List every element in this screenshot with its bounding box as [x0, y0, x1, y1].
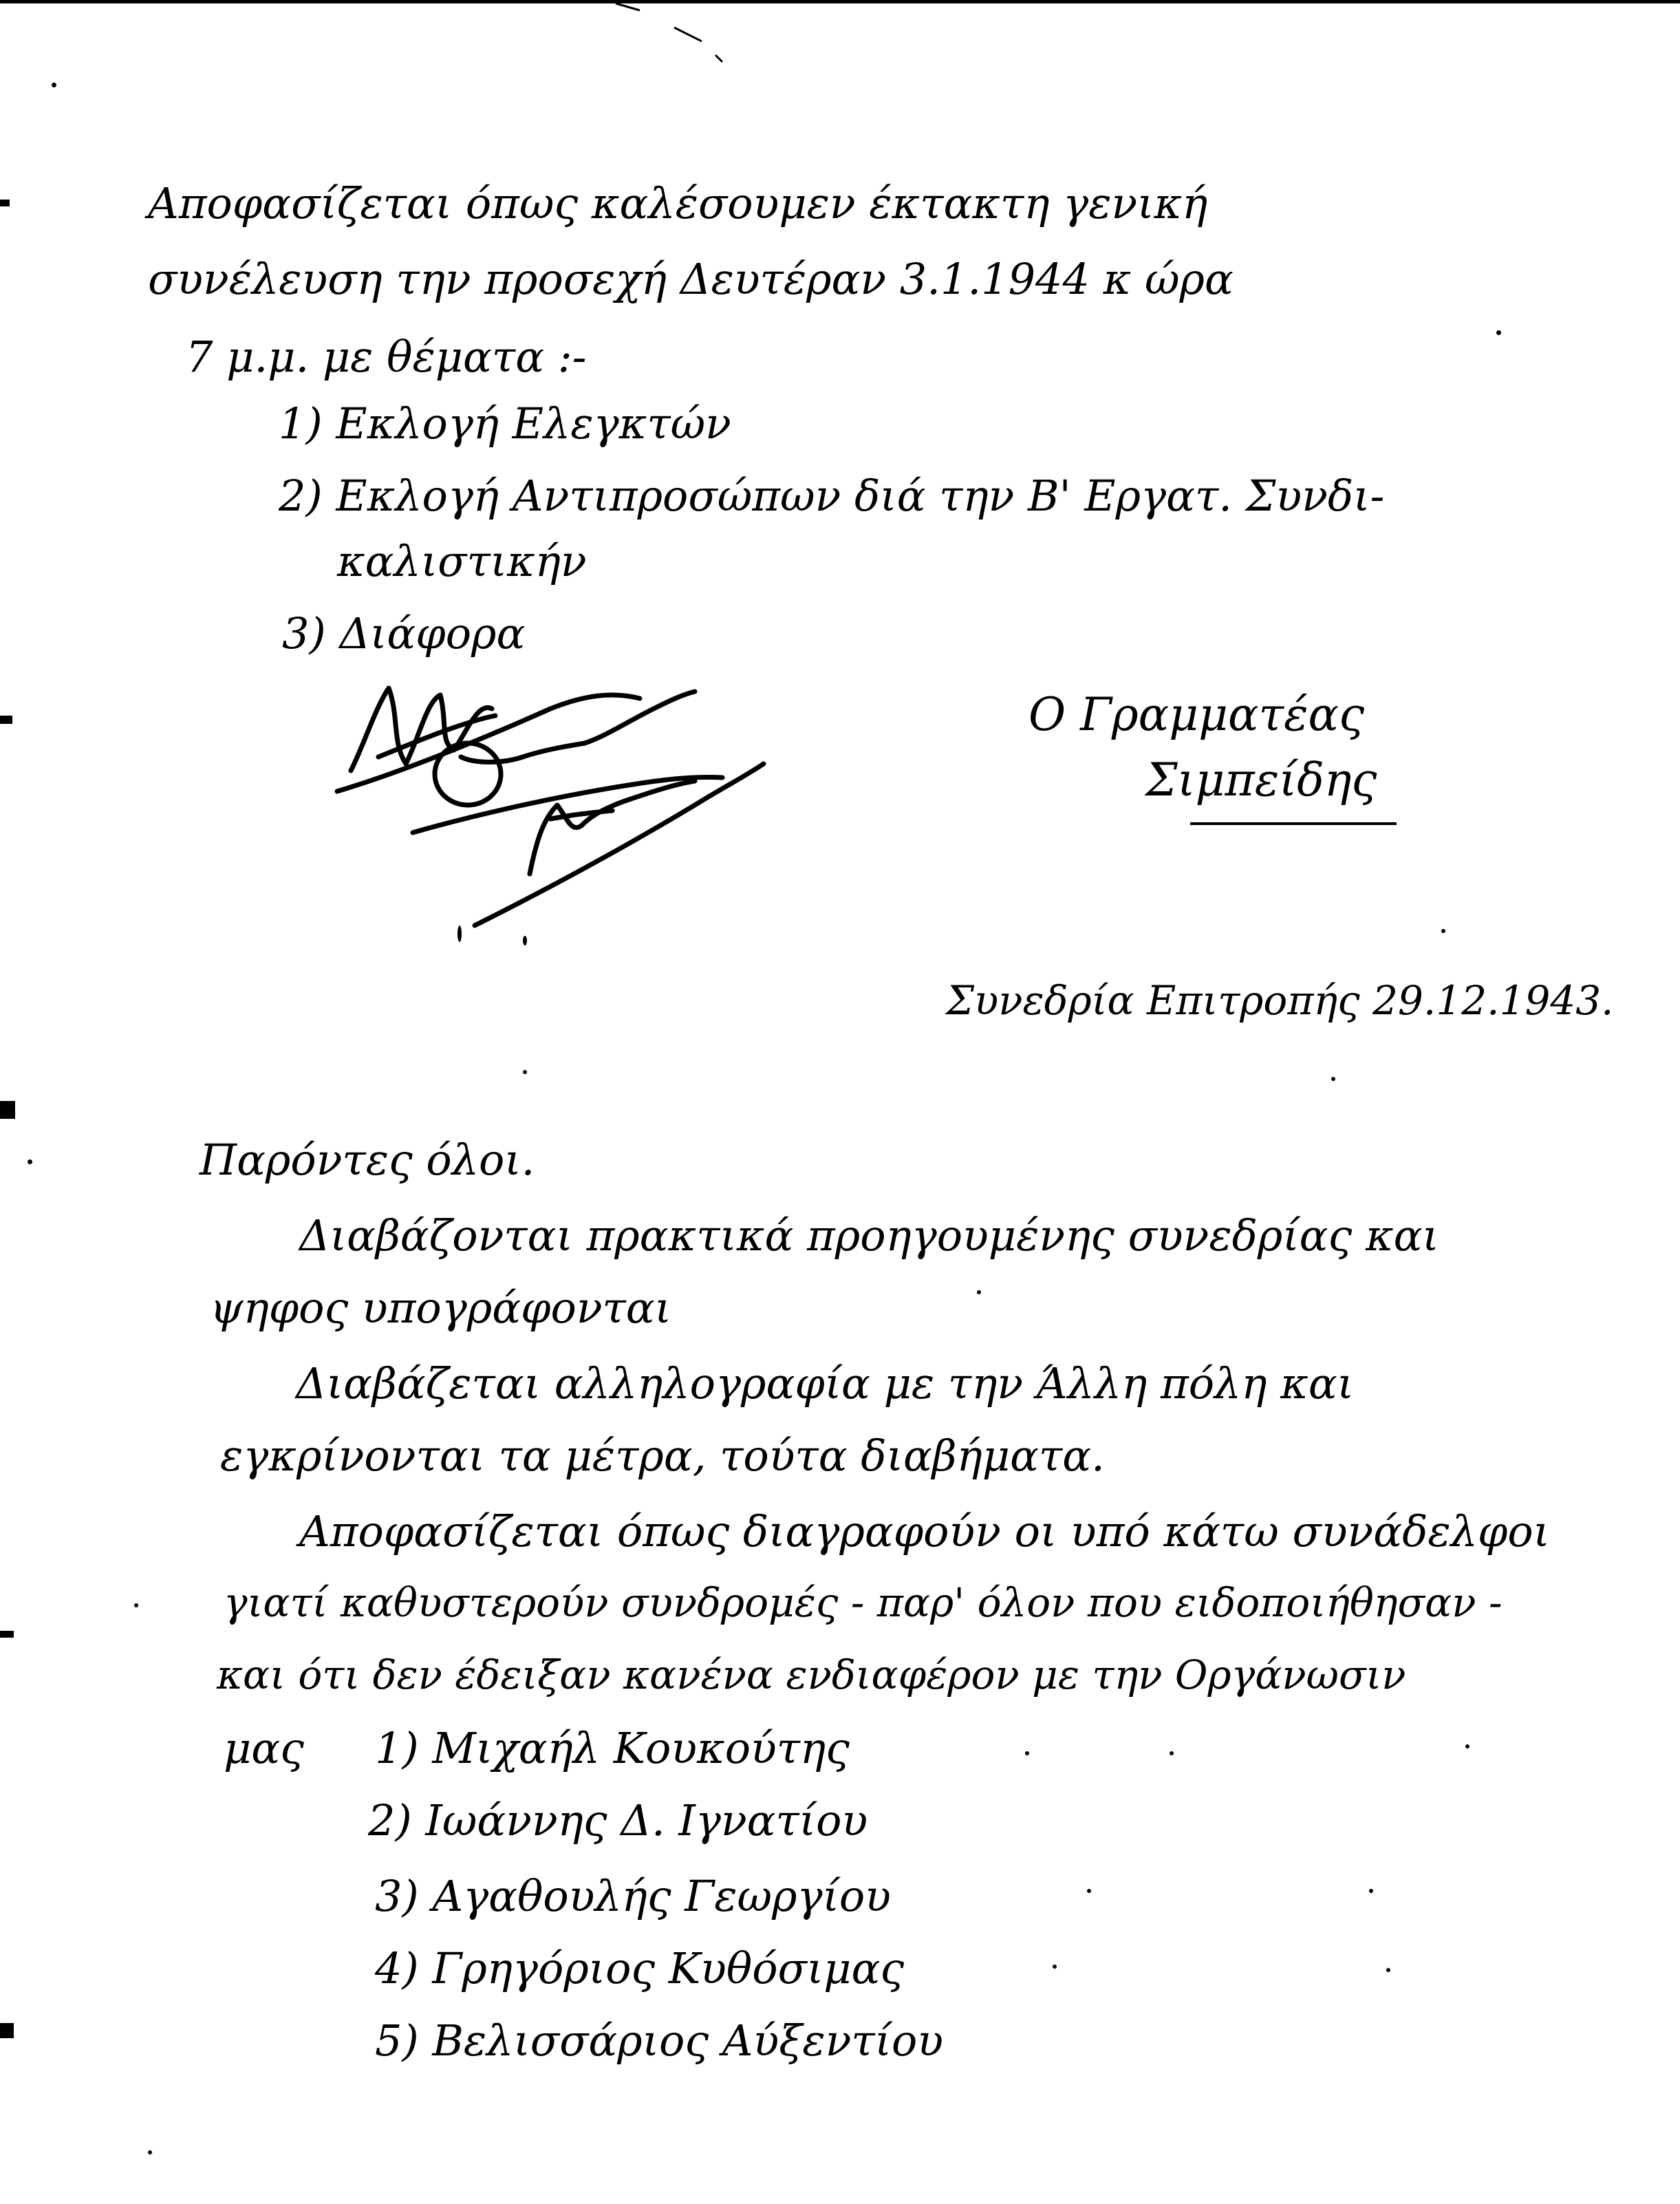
member-item-5: 5) Βελισσάριος Αύξεντίου — [375, 2015, 944, 2066]
scan-speck — [1369, 1889, 1373, 1893]
scan-speck — [1025, 1751, 1029, 1755]
top-edge-rule — [0, 0, 1680, 3]
member-item-2: 2) Ιωάννης Δ. Ιγνατίου — [368, 1795, 868, 1845]
agenda-item-1: 1) Εκλογή Ελεγκτών — [279, 398, 731, 449]
minutes-line-6: γιατί καθυστερούν συνδρομές - παρ' όλον που ειδοποιήθησαν - — [224, 1579, 1503, 1626]
scan-speck — [457, 926, 462, 942]
left-edge-mark — [0, 1631, 14, 1638]
scan-speck — [1331, 1077, 1335, 1081]
left-edge-mark — [0, 716, 12, 724]
minutes-line-5: Αποφασίζεται όπως διαγραφούν οι υπό κάτω συνάδελφοι — [299, 1506, 1551, 1556]
decision-line-3: 7 μ.μ. με θέματα :- — [186, 332, 587, 382]
secretary-label: Ο Γραμματέας — [1029, 688, 1365, 741]
members-list-lead: μας — [224, 1723, 304, 1773]
minutes-line-1: Διαβάζονται πρακτικά προηγουμένης συνεδρίας και — [299, 1210, 1439, 1261]
scan-speck — [1496, 330, 1501, 335]
scan-speck — [148, 2150, 152, 2154]
secretary-signature-name: Σιμπείδης — [1145, 753, 1377, 806]
present-line: Παρόντες όλοι. — [200, 1135, 535, 1185]
decision-line-2: συνέλευση την προσεχή Δευτέραν 3.1.1944 κ ώρα — [148, 254, 1234, 304]
member-item-3: 3) Αγαθουλής Γεωργίου — [375, 1871, 891, 1921]
committee-signatures — [323, 661, 791, 950]
minutes-line-2: ψηφος υπογράφονται — [210, 1283, 671, 1333]
left-edge-mark — [0, 1101, 15, 1119]
scan-speck — [1465, 1744, 1469, 1748]
scan-speck — [523, 1070, 527, 1074]
decision-line-1: Αποφασίζεται όπως καλέσουμεν έκτακτη γενική — [148, 178, 1208, 228]
scan-speck — [1386, 1968, 1390, 1972]
member-item-1: 1) Μιχαήλ Κουκούτης — [375, 1723, 850, 1773]
left-edge-mark — [0, 200, 10, 206]
scan-speck — [1087, 1889, 1091, 1893]
scan-speck — [1441, 929, 1445, 933]
scan-speck — [1053, 1965, 1057, 1969]
scan-speck — [1170, 1751, 1174, 1755]
top-scan-streak — [612, 0, 736, 69]
minutes-line-7: και ότι δεν έδειξαν κανένα ενδιαφέρον με την Οργάνωσιν — [217, 1651, 1406, 1698]
agenda-item-2: 2) Εκλογή Αντιπροσώπων διά την Β' Εργατ. Συνδι- — [279, 471, 1385, 521]
scan-speck — [28, 1159, 32, 1164]
minutes-line-4: εγκρίνονται τα μέτρα, τούτα διαβήματα. — [220, 1431, 1105, 1481]
scan-speck — [52, 83, 56, 87]
secretary-underline — [1190, 822, 1397, 825]
agenda-item-3: 3) Διάφορα — [282, 608, 526, 659]
member-item-4: 4) Γρηγόριος Κυθόσιμας — [375, 1943, 905, 1993]
left-edge-mark — [0, 2023, 14, 2038]
agenda-item-2-continued: καλιστικήν — [337, 536, 587, 586]
scan-speck — [134, 1603, 138, 1607]
scan-speck — [977, 1290, 981, 1294]
session-heading: Συνεδρία Επιτροπής 29.12.1943. — [946, 977, 1614, 1024]
minutes-line-3: Διαβάζεται αλληλογραφία με την Άλλη πόλη και — [296, 1358, 1355, 1409]
scan-speck — [523, 936, 527, 945]
